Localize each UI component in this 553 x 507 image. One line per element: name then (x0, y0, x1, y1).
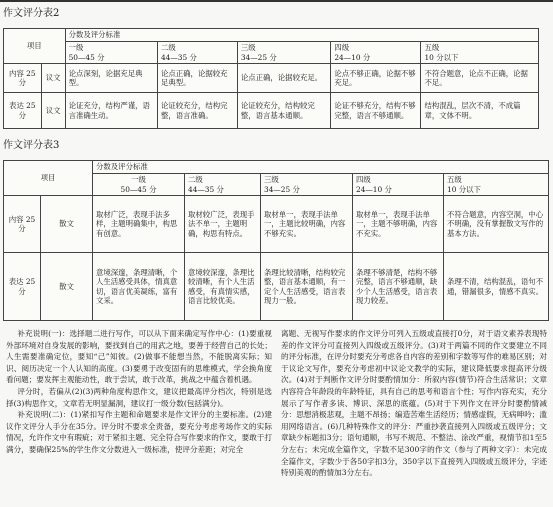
note-paragraph: 补充说明(一)：选择题二进行写作，可以从下面来确定写作中心：(1)要重视外部环境对自身发展的影响，要找到自己的用武之地，要善于经营自己的长处；人生需要准确定位，要知“己”知彼。(2)做事不能想当然，不能脱离实际；知识、阅历决定一个人认知的高度。(3)要勇于改变固有的思维模式，学会换角度看问题；要发挥主观能动性，敢于尝试，敢于改革，挑战之中蕴含着机遇。 (6, 329, 272, 385)
table2-caption: 作文评分表2 (3, 8, 60, 19)
criteria-cell: 论点正确，论据较充足典型。 (157, 64, 237, 93)
criteria-cell: 取材单一，表现手法单一，主题比较明确，内容不够充实。 (261, 196, 353, 253)
criteria-cell: 论证较充分，结构完整，语言准确。 (157, 93, 237, 129)
row-type: 议文 (41, 64, 65, 93)
scoring-table-2 (3, 28, 539, 129)
notes-left-column (6, 328, 272, 504)
note-paragraph: 离题、无视写作要求的作文评分可列入五级或直接打0分，对于语文素养表现特差的作文评分可直接列入四级或五级评分。(3)对于两篇不同的作文要建立不同的评分标准，在评分时要充分考虑各自内容的差别和字数等写作的难易区别；对于议论文写作，要充分考虑初中议论文教学的实际，建议降低要求提高评分级次。(4)对于判断作文评分时要酌情加分：所叙内容(情节)符合生活常识；文章内容符合年龄段的年龄特征，具有自己的思考和语言个性；写作内容充实，充分展示了写作者多读、博识、深思的底蕴。(5)对于下列作文在评分时要酌情减分：思想消极悲观，主题不昂扬；编造苦难生活经历；情感虚假，无病呻吟；滥用网络语言。(6)几种特殊作文的评分：严重抄袭直接列入四级或五级评分；文章缺少标题扣3分；语句通顺，书写不规范、不整洁、涂改严重，视情节扣1至5分左右；未完成全篇作文，字数不足300字的作文（参与了两种文字）：未完成全篇作文，字数少于各50字扣3分，350字以下直接列入四级或五级评分，字迹特别美观的酌情加3分左右。 (281, 329, 547, 478)
criteria-cell: 意境较深邃，条理比较清晰，有个人生活感受，有真情实感，语言比较优美。 (185, 253, 261, 321)
criteria-cell: 意境深邃，条理清晰，个人生活感受具体，情真意切，语言优美凝练，富有文采。 (93, 253, 185, 321)
grade-header: 二级 44—35 分 (157, 42, 237, 64)
criteria-cell: 不符合题意，内容空洞，中心不明确，没有掌握散文写作的基本方法。 (444, 196, 549, 253)
criteria-cell: 取材较广泛，表现手法不单一，主题明确，构思有特点。 (185, 196, 261, 253)
criteria-cell: 论点深刻，论据充足典型。 (65, 64, 157, 93)
row-label: 表达 25 分 (4, 253, 41, 321)
row-type: 散文 (41, 196, 93, 253)
row-label: 内容 25 分 (4, 64, 42, 93)
item-header: 项目 (4, 29, 66, 64)
notes-right-column (281, 328, 547, 504)
criteria-cell: 论证较充分，结构较完整，语言基本通顺。 (237, 93, 331, 129)
grade-header: 五级 10 分以下 (444, 174, 549, 196)
standard-header: 分数及评分标准 (93, 161, 549, 174)
criteria-cell: 条理不清，结构混乱，语句不通，错漏很多，情感不真实。 (444, 253, 549, 321)
note-paragraph: 补充说明(二)：(1)紧扣写作主题和命题要求是作文评分的主要标准。(2)建议作文评分人手分在35分。评分时不要求全责备，要充分考虑考场作文的实际情况，允许作文中有瑕疵；对于紧扣主题、完全符合写作要求的作文，要敢于打满分，要确保25%的学生作文分数进入一级标准，使评分差距；对完全 (6, 410, 272, 454)
criteria-cell: 取材广泛，表现手法多样，主题明确集中，构思有创意。 (93, 196, 185, 253)
criteria-cell: 取材单一，表现手法单一，主题不够明确，内容不充实。 (353, 196, 444, 253)
grade-header: 三级 34—25 分 (261, 174, 353, 196)
standard-header: 分数及评分标准 (65, 29, 538, 42)
row-type: 散文 (41, 253, 93, 321)
criteria-cell: 不符合题意，论点不正确，论据不足。 (421, 64, 539, 93)
row-label: 内容 25 分 (4, 196, 41, 253)
table3-caption: 作文评分表3 (3, 140, 60, 151)
top-rule (0, 0, 553, 2)
criteria-cell: 论证充分，结构严谨，语言准确生动。 (65, 93, 157, 129)
criteria-cell: 条理不够清楚，结构不够完整，语言不够通顺，缺少个人生活感受，语言表现力较差。 (353, 253, 444, 321)
row-type: 议文 (41, 93, 65, 129)
grade-header: 五级 10 分以下 (421, 42, 539, 64)
grade-header: 一级 50—45 分 (65, 42, 157, 64)
criteria-cell: 论点不够正确，论据不够充足。 (331, 64, 421, 93)
item-header: 项目 (4, 161, 93, 196)
note-paragraph: 评分时，若偏从(2)(3)两种角度构思作文，建议把最高评分档次，特别是选择(3)构思作文，文章若无明显漏洞，建议打一级分数(包括满分)。 (6, 386, 272, 408)
criteria-cell: 论证不够充分，结构不够完整，语言不够通顺。 (331, 93, 421, 129)
criteria-cell: 条理比较清晰，结构较完整，语言基本通顺，有一定个人生活感受，语言表现力一般。 (261, 253, 353, 321)
criteria-cell: 结构混乱，层次不清，不成篇章，文体不明。 (421, 93, 539, 129)
grade-header: 二级 44—35 分 (185, 174, 261, 196)
grade-header: 四级 24—10 分 (331, 42, 421, 64)
row-label: 表达 25 分 (4, 93, 42, 129)
scoring-table-3 (3, 160, 549, 321)
criteria-cell: 论点正确，论据较充足。 (237, 64, 331, 93)
grade-header: 一级 50—45 分 (93, 174, 185, 196)
grade-header: 四级 24—10 分 (353, 174, 444, 196)
grade-header: 三级 34—25 分 (237, 42, 331, 64)
